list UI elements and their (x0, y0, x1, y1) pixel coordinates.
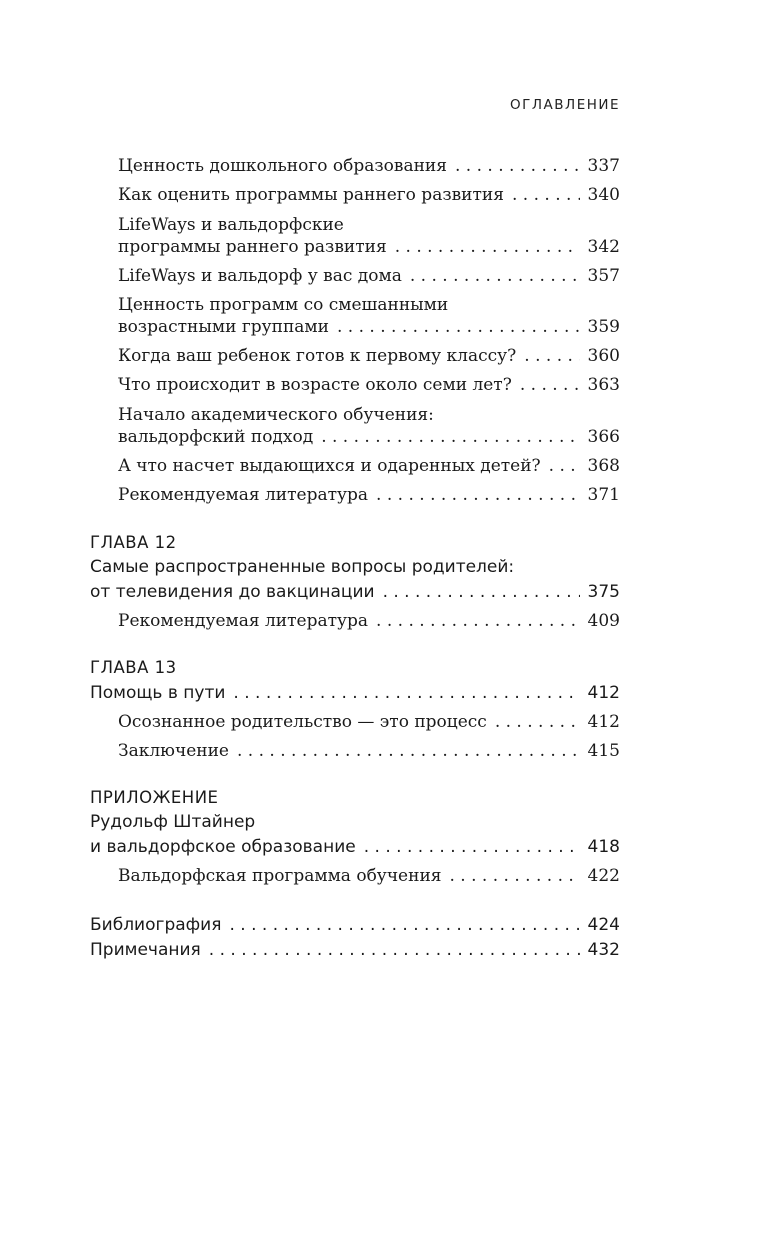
toc-chapter-entry[interactable] (90, 683, 620, 703)
toc-entry-page: 342 (587, 237, 620, 257)
chapter-label: ГЛАВА 13 (90, 658, 177, 677)
toc-entry-page: 363 (587, 375, 620, 395)
toc-entry-page: 360 (587, 346, 620, 366)
toc-entry-title: Как оценить программы раннего развития (118, 185, 504, 205)
dot-leader (229, 915, 579, 935)
toc-chapter-entry[interactable] (90, 582, 620, 602)
dot-leader (364, 837, 580, 857)
dot-leader (512, 185, 580, 205)
toc-entry-title: Помощь в пути (90, 683, 226, 703)
chapter-label: ГЛАВА 12 (90, 533, 177, 552)
dot-leader (524, 346, 579, 366)
toc-entry[interactable] (118, 866, 620, 886)
dot-leader (495, 712, 580, 732)
toc-entry-title-line1: LifeWays и вальдорфские (118, 215, 344, 235)
toc-entry-title-line1: Начало академического обучения: (118, 405, 434, 425)
toc-entry-title: Примечания (90, 940, 201, 960)
dot-leader (209, 940, 580, 960)
dot-leader (321, 427, 579, 447)
dot-leader (455, 156, 580, 176)
dot-leader (395, 237, 580, 257)
toc-entry[interactable] (118, 456, 620, 476)
toc-entry[interactable] (118, 317, 620, 337)
dot-leader (376, 611, 580, 631)
dot-leader (450, 866, 580, 886)
toc-entry[interactable] (118, 485, 620, 505)
toc-entry-page: 424 (587, 915, 620, 935)
toc-entry-title: LifeWays и вальдорф у вас дома (118, 266, 402, 286)
toc-entry-page: 412 (587, 712, 620, 732)
toc-chapter-entry[interactable] (90, 837, 620, 857)
dot-leader (233, 683, 579, 703)
dot-leader (237, 741, 580, 761)
toc-entry-page: 371 (587, 485, 620, 505)
dot-leader (520, 375, 580, 395)
toc-entry[interactable] (118, 427, 620, 447)
toc-entry-title-line1: Ценность программ со смешанными (118, 295, 449, 315)
toc-entry-title: Что происходит в возрасте около семи лет? (118, 375, 512, 395)
toc-entry-page: 412 (587, 683, 620, 703)
appendix-label: ПРИЛОЖЕНИЕ (90, 788, 219, 807)
toc-chapter-entry[interactable] (90, 940, 620, 960)
toc-entry-title: вальдорфский подход (118, 427, 314, 447)
toc-entry[interactable] (118, 156, 620, 176)
toc-entry[interactable] (118, 375, 620, 395)
dot-leader (549, 456, 580, 476)
toc-entry-title: и вальдорфское образование (90, 837, 356, 857)
toc-entry-page: 340 (587, 185, 620, 205)
toc-entry-title: Вальдорфская программа обучения (118, 866, 442, 886)
toc-entry-title: программы раннего развития (118, 237, 387, 257)
toc-entry-page: 422 (587, 866, 620, 886)
toc-entry-page: 368 (587, 456, 620, 476)
chapter-title-line1: Самые распространенные вопросы родителей: (90, 557, 515, 577)
toc-entry[interactable] (118, 266, 620, 286)
toc-entry-page: 366 (587, 427, 620, 447)
toc-entry-title: Библиография (90, 915, 222, 935)
dot-leader (337, 317, 580, 337)
toc-entry-page: 375 (587, 582, 620, 602)
toc-entry[interactable] (118, 611, 620, 631)
toc-entry-title: Когда ваш ребенок готов к первому классу? (118, 346, 517, 366)
toc-entry[interactable] (118, 237, 620, 257)
toc-entry-page: 415 (587, 741, 620, 761)
toc-entry-title: Заключение (118, 741, 229, 761)
toc-entry-title: Ценность дошкольного образования (118, 156, 447, 176)
toc-entry-title: возрастными группами (118, 317, 329, 337)
toc-entry-title: А что насчет выдающихся и одаренных детей? (118, 456, 541, 476)
dot-leader (383, 582, 580, 602)
toc-entry-title: Рекомендуемая литература (118, 485, 369, 505)
toc-entry-title: Осознанное родительство — это процесс (118, 712, 487, 732)
toc-entry-page: 357 (587, 266, 620, 286)
toc-entry[interactable] (118, 741, 620, 761)
toc-entry-page: 409 (587, 611, 620, 631)
appendix-title-line1: Рудольф Штайнер (90, 812, 256, 832)
toc-entry-page: 418 (587, 837, 620, 857)
toc-entry[interactable] (118, 712, 620, 732)
toc-entry[interactable] (118, 346, 620, 366)
toc-chapter-entry[interactable] (90, 915, 620, 935)
toc-entry[interactable] (118, 185, 620, 205)
running-head: ОГЛАВЛЕНИЕ (510, 97, 620, 113)
toc-entry-page: 432 (587, 940, 620, 960)
toc-entry-title: Рекомендуемая литература (118, 611, 369, 631)
toc-entry-page: 337 (587, 156, 620, 176)
dot-leader (376, 485, 580, 505)
toc-entry-title: от телевидения до вакцинации (90, 582, 375, 602)
toc-entry-page: 359 (587, 317, 620, 337)
dot-leader (410, 266, 580, 286)
